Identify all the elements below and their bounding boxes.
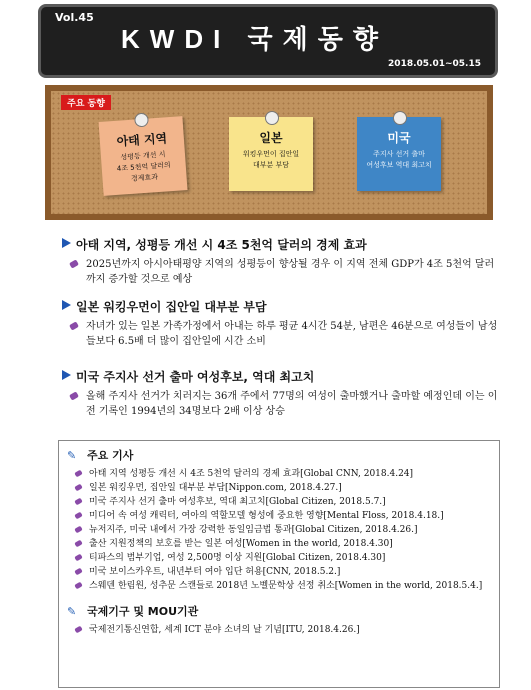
note-asia-pacific	[99, 116, 188, 196]
header-banner	[38, 4, 498, 78]
section-text: 2025년까지 아시아태평양 지역의 성평등이 향상될 경우 이 지역 전체 GDP가 4조 5천억 달러까지 증가할 것으로 예상	[82, 257, 502, 287]
list-item[interactable]: 아태 지역 성평등 개선 시 4조 5천억 달러의 경제 효과[Global CNN, 2018.4.24]	[87, 467, 499, 481]
list-item[interactable]: 미디어 속 여성 캐릭터, 여아의 역할모델 형성에 중요한 영향[Mental Floss, 2018.4.18.]	[87, 509, 499, 523]
section-text: 올해 주지사 선거가 치러지는 36개 주에서 77명의 여성이 출마했거나 출마할 예정인데 이는 이전 기록인 1994년의 34명보다 2배 이상 상승	[82, 389, 502, 419]
list-item[interactable]: 미국 보이스카우트, 내년부터 여아 입단 허용[CNN, 2018.5.2.]	[87, 565, 499, 579]
pencil-icon: ✎	[67, 449, 77, 462]
org-list	[59, 623, 499, 637]
list-item[interactable]: 일본 워킹우먼, 집안일 대부분 부담[Nippon.com, 2018.4.27.]	[87, 481, 499, 495]
articles-list	[59, 467, 499, 593]
section-heading: 일본 워킹우먼이 집안일 대부분 부담	[62, 298, 502, 315]
pin-icon	[265, 111, 279, 125]
volume-label: Vol.45	[55, 11, 94, 24]
note-desc: 주지사 선거 출마 여성후보 역대 최고치	[366, 150, 432, 169]
list-item[interactable]: 출산 지원정책의 보호를 받는 일본 여성[Women in the world, 2018.4.30]	[87, 537, 499, 551]
list-item[interactable]: 뉴저지주, 미국 내에서 가장 강력한 동일임금법 통과[Global Citizen, 2018.4.26.]	[87, 523, 499, 537]
section-heading: 미국 주지사 선거 출마 여성후보, 역대 최고치	[62, 368, 502, 385]
note-desc: 워킹우먼이 집안일 대부분 부담	[242, 150, 300, 169]
note-title: 아태 지역	[116, 131, 168, 149]
articles-box	[58, 440, 500, 688]
page-title: KWDI 국제동향	[121, 24, 389, 54]
note-title: 일본	[259, 131, 283, 145]
highlights-tag: 주요 동향	[61, 95, 111, 110]
list-item[interactable]: 국제전기통신연합, 세계 ICT 분야 소녀의 날 기념[ITU, 2018.4.26.]	[87, 623, 499, 637]
section-asia-pacific	[62, 236, 502, 287]
note-desc: 성평등 개선 시 4조 5천억 달러의 경제효과	[116, 150, 171, 183]
pin-icon	[393, 111, 407, 125]
section-text: 자녀가 있는 일본 가족가정에서 아내는 하루 평균 4시간 54분, 남편은 46분으로 여성들이 남성들보다 6.5배 더 많이 집안일에 시간 소비	[82, 319, 502, 349]
section-japan	[62, 298, 502, 349]
date-range: 2018.05.01~05.15	[388, 59, 481, 69]
pencil-icon: ✎	[67, 605, 77, 618]
org-heading: ✎ 국제기구 및 MOU기관	[67, 605, 199, 618]
note-japan	[229, 117, 313, 191]
section-usa	[62, 368, 502, 419]
articles-heading: ✎ 주요 기사	[67, 449, 134, 462]
note-title: 미국	[387, 131, 411, 145]
pin-icon	[134, 113, 149, 128]
list-item[interactable]: 스웨덴 한림원, 성추문 스캔들로 2018년 노벨문학상 선정 취소[Women in the world, 2018.5.4.]	[87, 579, 499, 593]
section-heading: 아태 지역, 성평등 개선 시 4조 5천억 달러의 경제 효과	[62, 236, 502, 253]
list-item[interactable]: 미국 주지사 선거 출마 여성후보, 역대 최고치[Global Citizen, 2018.5.7.]	[87, 495, 499, 509]
cork-board	[45, 85, 493, 220]
list-item[interactable]: 티파스의 범부기업, 여성 2,500명 이상 지원[Global Citizen, 2018.4.30]	[87, 551, 499, 565]
note-usa	[357, 117, 441, 191]
